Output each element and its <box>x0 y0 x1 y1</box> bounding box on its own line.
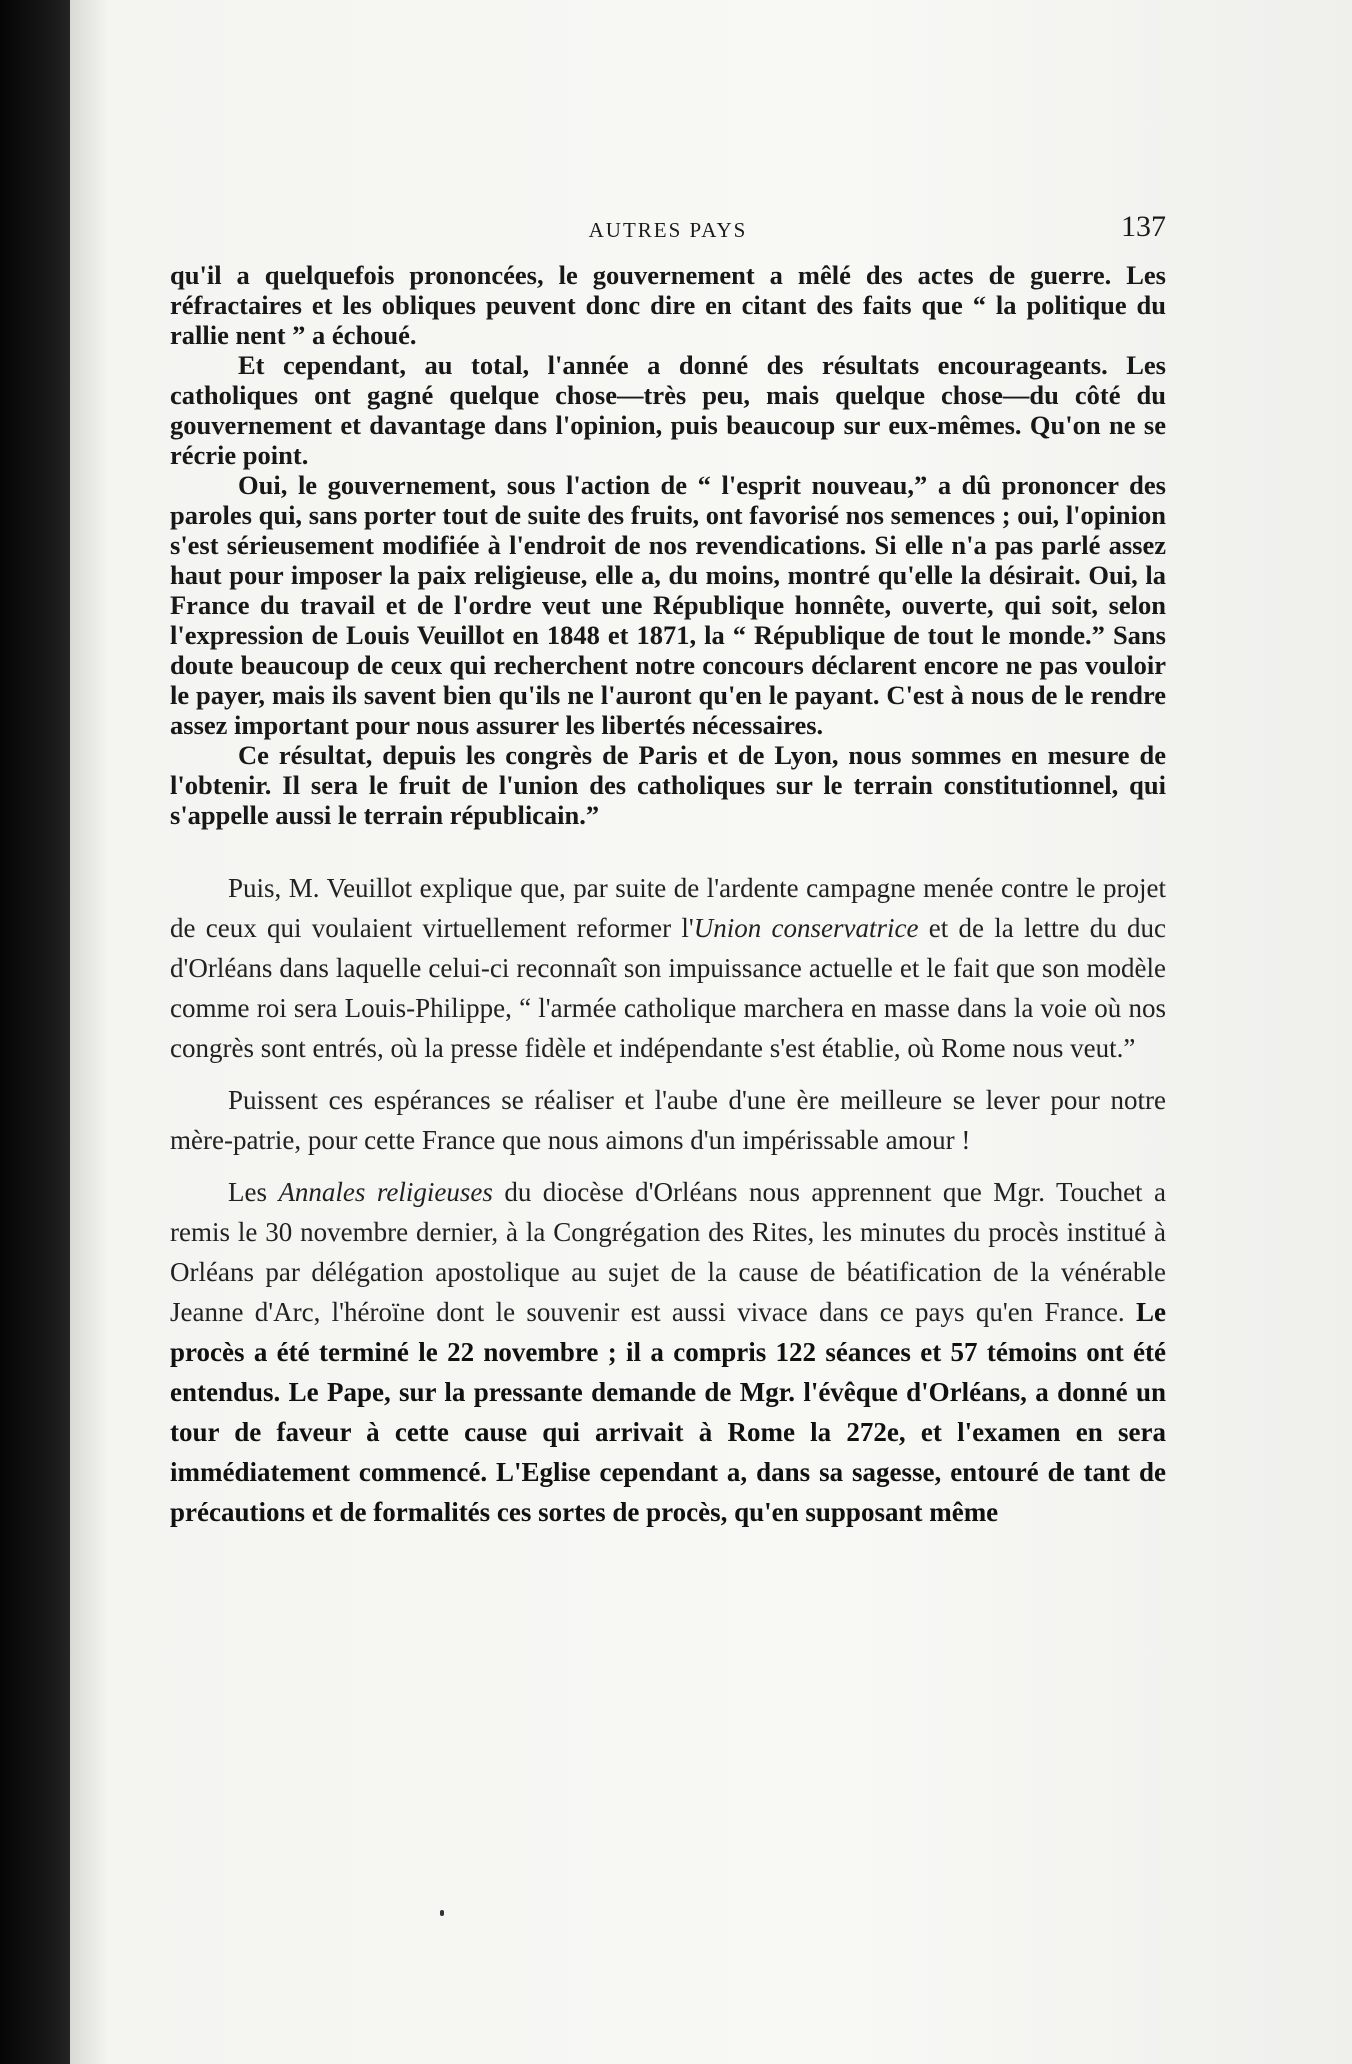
book-binding-shadow <box>0 0 78 2064</box>
body-paragraph-1 <box>170 868 1166 1068</box>
quote-paragraph-4: Ce résultat, depuis les congrès de Paris et de Lyon, nous sommes en mesure de l'obtenir. Il sera le fruit de l'union des catholiques sur le terrain constitutionnel, qui s'appelle aussi le terrain républicain.” <box>170 740 1166 830</box>
body-p1-text-after: et de la lettre du duc d'Orléans dans laquelle celui-ci reconnaît son impuissance actuelle et le fait que son modèle comme roi sera Louis-Philippe, “ l'armée catholique marchera en masse dans la voie où nos congrès sont entrés, où la presse fidèle et indépendante s'est établie, où Rome nous veut.” <box>170 913 1166 1063</box>
body-paragraph-2: Puissent ces espérances se réaliser et l'aube d'une ère meilleure se lever pour notre mère-patrie, pour cette France que nous aimons d'un impérissable amour ! <box>170 1085 1166 1155</box>
quote-paragraph-1: qu'il a quelquefois prononcées, le gouvernement a mêlé des actes de guerre. Les réfractaires et les obliques peuvent donc dire en citant des faits que “ la politique du rallie nent ” a échoué. <box>170 260 1166 350</box>
page-content <box>170 210 1166 1544</box>
running-header <box>170 210 1166 250</box>
body-text <box>170 868 1166 1532</box>
book-page <box>70 0 1352 2064</box>
print-speck <box>440 1910 444 1916</box>
running-title: AUTRES PAYS <box>588 218 748 242</box>
body-paragraph-3 <box>170 1172 1166 1532</box>
quote-paragraph-3: Oui, le gouvernement, sous l'action de “ l'esprit nouveau,” a dû prononcer des paroles qui, sans porter tout de suite des fruits, ont favorisé nos semences ; oui, l'opinion s'est sérieusement modifiée à l'endroit de nos revendications. Si elle n'a pas parlé assez haut pour imposer la paix religieuse, elle a, du moins, montré qu'elle la désirait. Oui, la France du travail et de l'ordre veut une République honnête, ouverte, qui soit, selon l'expression de Louis Veuillot en 1848 et 1871, la “ République de tout le monde.” Sans doute beaucoup de ceux qui recherchent notre concours déclarent encore ne pas vouloir le payer, mais ils savent bien qu'ils ne l'auront qu'en le payant. C'est à nous de le rendre assez important pour nous assurer les libertés nécessaires. <box>170 470 1166 740</box>
body-p3-text-mid: du diocèse d'Orléans nous apprennent que Mgr. Touchet a remis le 30 novembre dernier, à la Congrégation des Rites, les minutes du procès institué à Orléans par délégation apostolique au sujet de la cause de béatification de la vénérable Jeanne d'Arc, l'héroïne dont le souvenir est aussi vivace dans ce pays qu'en France. <box>170 1177 1166 1327</box>
body-p3-bold-text: Le procès a été terminé le 22 novembre ; il a compris 122 séances et 57 témoins ont été entendus. Le Pape, sur la pressante demande de Mgr. l'évêque d'Orléans, a donné un tour de faveur à cette cause qui arrivait à Rome la 272e, et l'examen en sera immédiatement commencé. L'Eglise cependant a, dans sa sagesse, entouré de tant de précautions et de formalités ces sortes de procès, qu'en supposant même <box>170 1297 1166 1527</box>
quoted-passage <box>170 260 1166 830</box>
page-number: 137 <box>1121 210 1166 243</box>
body-p3-italic-title: Annales religieuses <box>278 1177 493 1207</box>
body-p1-italic-title: Union conservatrice <box>693 913 919 943</box>
quote-paragraph-2: Et cependant, au total, l'année a donné des résultats encourageants. Les catholiques ont gagné quelque chose—très peu, mais quelque chose—du côté du gouvernement et davantage dans l'opinion, puis beaucoup sur eux-mêmes. Qu'on ne se récrie point. <box>170 350 1166 470</box>
body-p1-text-before: Puis, M. Veuillot explique que, par suite de l'ardente campagne menée contre le projet de ceux qui voulaient virtuellement reformer l' <box>170 873 1166 943</box>
body-p3-text-before: Les <box>228 1177 279 1207</box>
